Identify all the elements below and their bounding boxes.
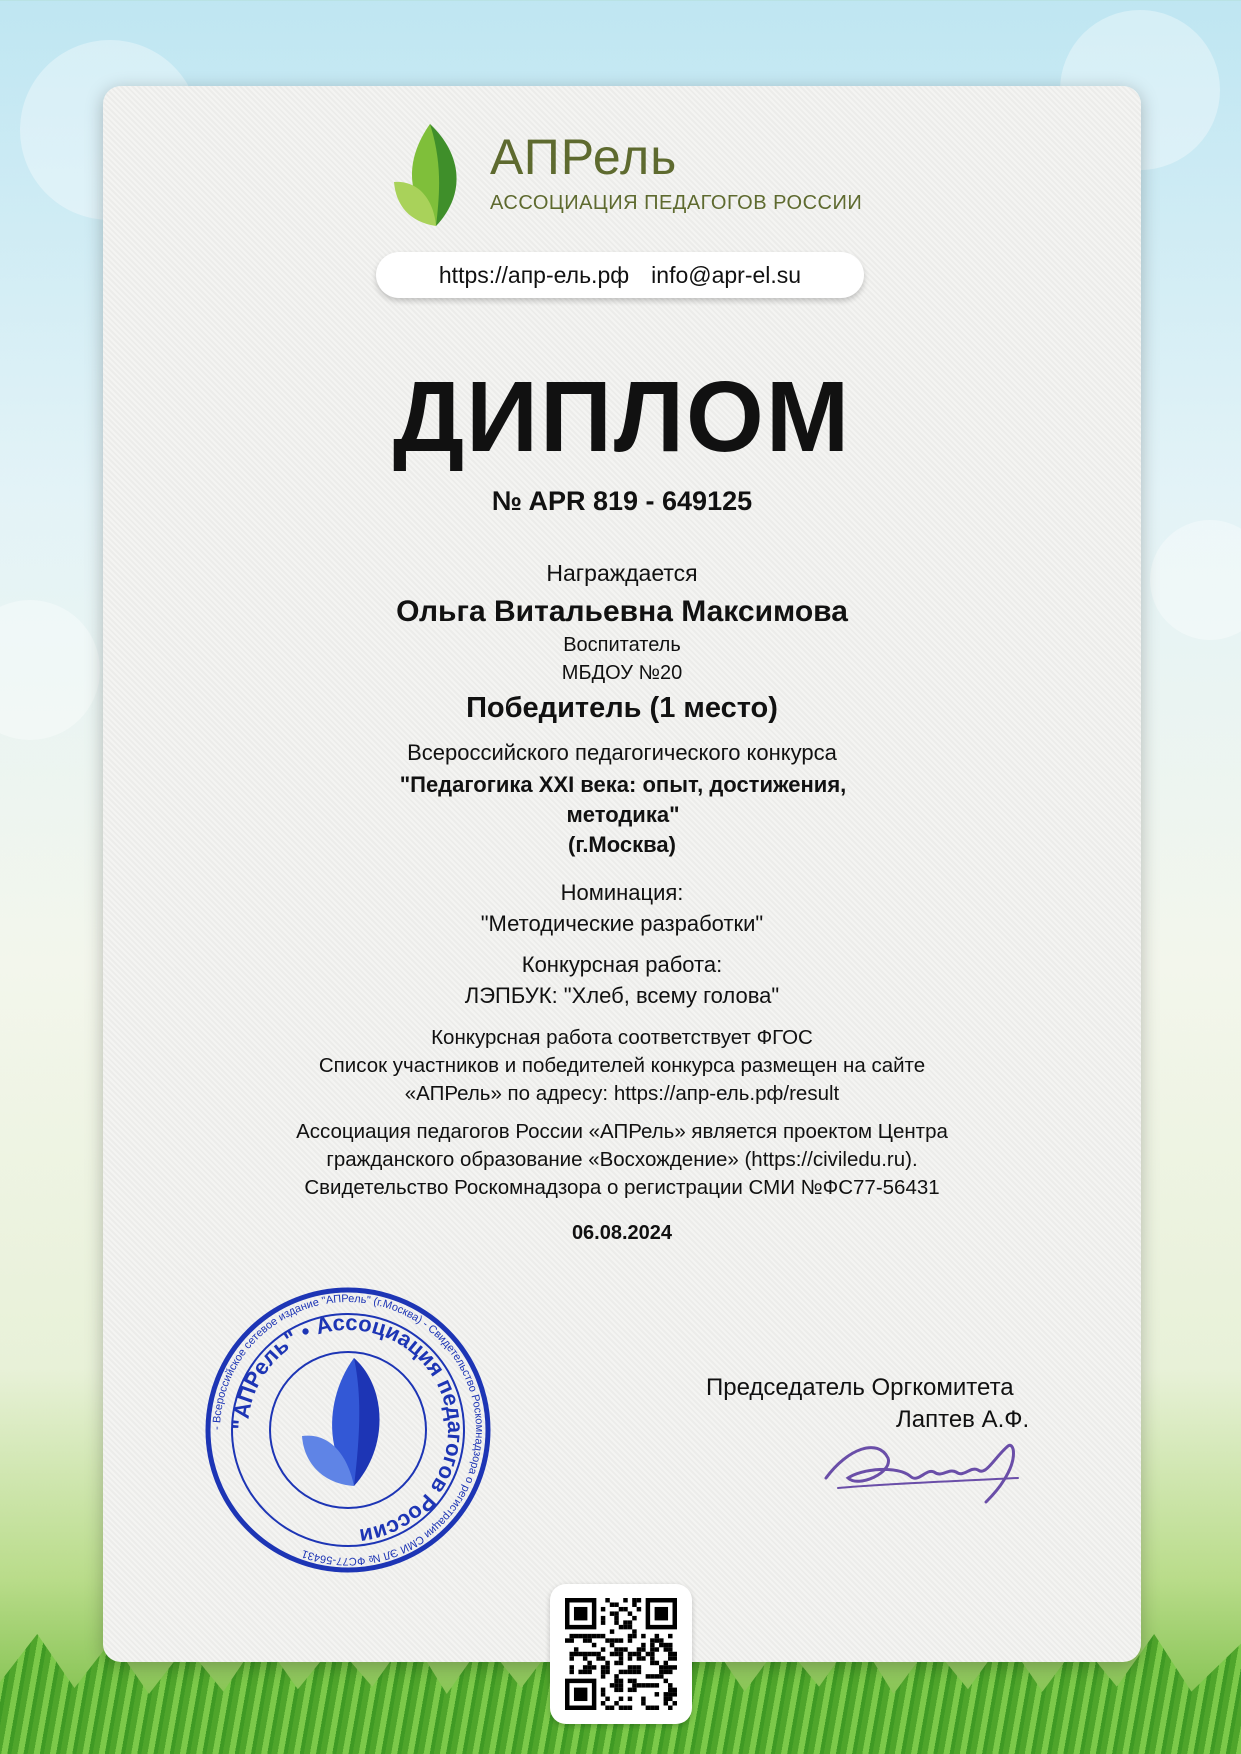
nomination-value: "Методические разработки" (480, 911, 764, 936)
contact-pill (376, 252, 864, 298)
recipient-name: Ольга Витальевна Максимова (396, 595, 848, 628)
issue-date: 06.08.2024 (571, 1222, 673, 1244)
logo-subtitle: АССОЦИАЦИЯ ПЕДАГОГОВ РОССИИ (490, 192, 863, 214)
background-bokeh (1150, 520, 1241, 640)
website-link[interactable]: https://апр-ель.рф (438, 261, 630, 288)
logo-title: АПРель (490, 129, 678, 185)
place-award: Победитель (1 место) (466, 692, 778, 724)
association-note-line-3: Свидетельство Роскомнадзора о регистрации СМИ №ФС77-56431 (304, 1176, 940, 1199)
fgos-note: Конкурсная работа соответствует ФГОС (431, 1026, 813, 1049)
stamp-leaf-icon (302, 1358, 380, 1486)
diploma-title: ДИПЛОМ (392, 361, 852, 473)
work-label: Конкурсная работа: (521, 952, 723, 977)
contest-name: "Педагогика XXI века: опыт, достижения, методика" (399, 772, 847, 827)
awarded-label: Награждается (546, 560, 698, 586)
recipient-position: Воспитатель (563, 634, 681, 656)
contest-label: Всероссийского педагогического конкурса (407, 740, 837, 765)
signature-title: Председатель Оргкомитета (706, 1374, 1014, 1401)
list-note-line-2: «АПРель» по адресу: https://апр-ель.рф/result (404, 1082, 840, 1105)
background-bokeh (0, 600, 100, 740)
leaf-logo-icon (390, 122, 470, 228)
list-note-line-1: Список участников и победителей конкурса размещен на сайте (318, 1054, 926, 1077)
logo (390, 122, 863, 230)
recipient-organization: МБДОУ №20 (561, 662, 683, 684)
association-note-line-1: Ассоциация педагогов России «АПРель» является проектом Центра (296, 1120, 948, 1143)
work-value: ЛЭПБУК: "Хлеб, всему голова" (464, 983, 780, 1008)
nomination-label: Номинация: (560, 880, 684, 905)
email-link[interactable]: info@apr-el.su (651, 261, 802, 288)
diploma-number: № APR 819 - 649125 (491, 486, 753, 516)
stamp-outer-text: - Всероссийское сетевое издание "АПРель" (г.Москва) - Свидетельство Роскомнадзора о регистрации СМИ ЭЛ № ФС77-56431 (210, 1292, 486, 1568)
association-note-line-2: гражданского образование «Восхождение» (https://civiledu.ru). (326, 1148, 918, 1171)
handwritten-signature (818, 1428, 1038, 1508)
stamp-inner-text: "АПРель" • Ассоциация педагогов России (227, 1309, 469, 1550)
signature-name: Лаптев А.Ф. (896, 1406, 1030, 1433)
qr-container[interactable] (550, 1584, 692, 1724)
qr-code-icon (564, 1598, 678, 1710)
organization-stamp (204, 1286, 492, 1574)
contest-city: (г.Москва) (568, 832, 676, 857)
